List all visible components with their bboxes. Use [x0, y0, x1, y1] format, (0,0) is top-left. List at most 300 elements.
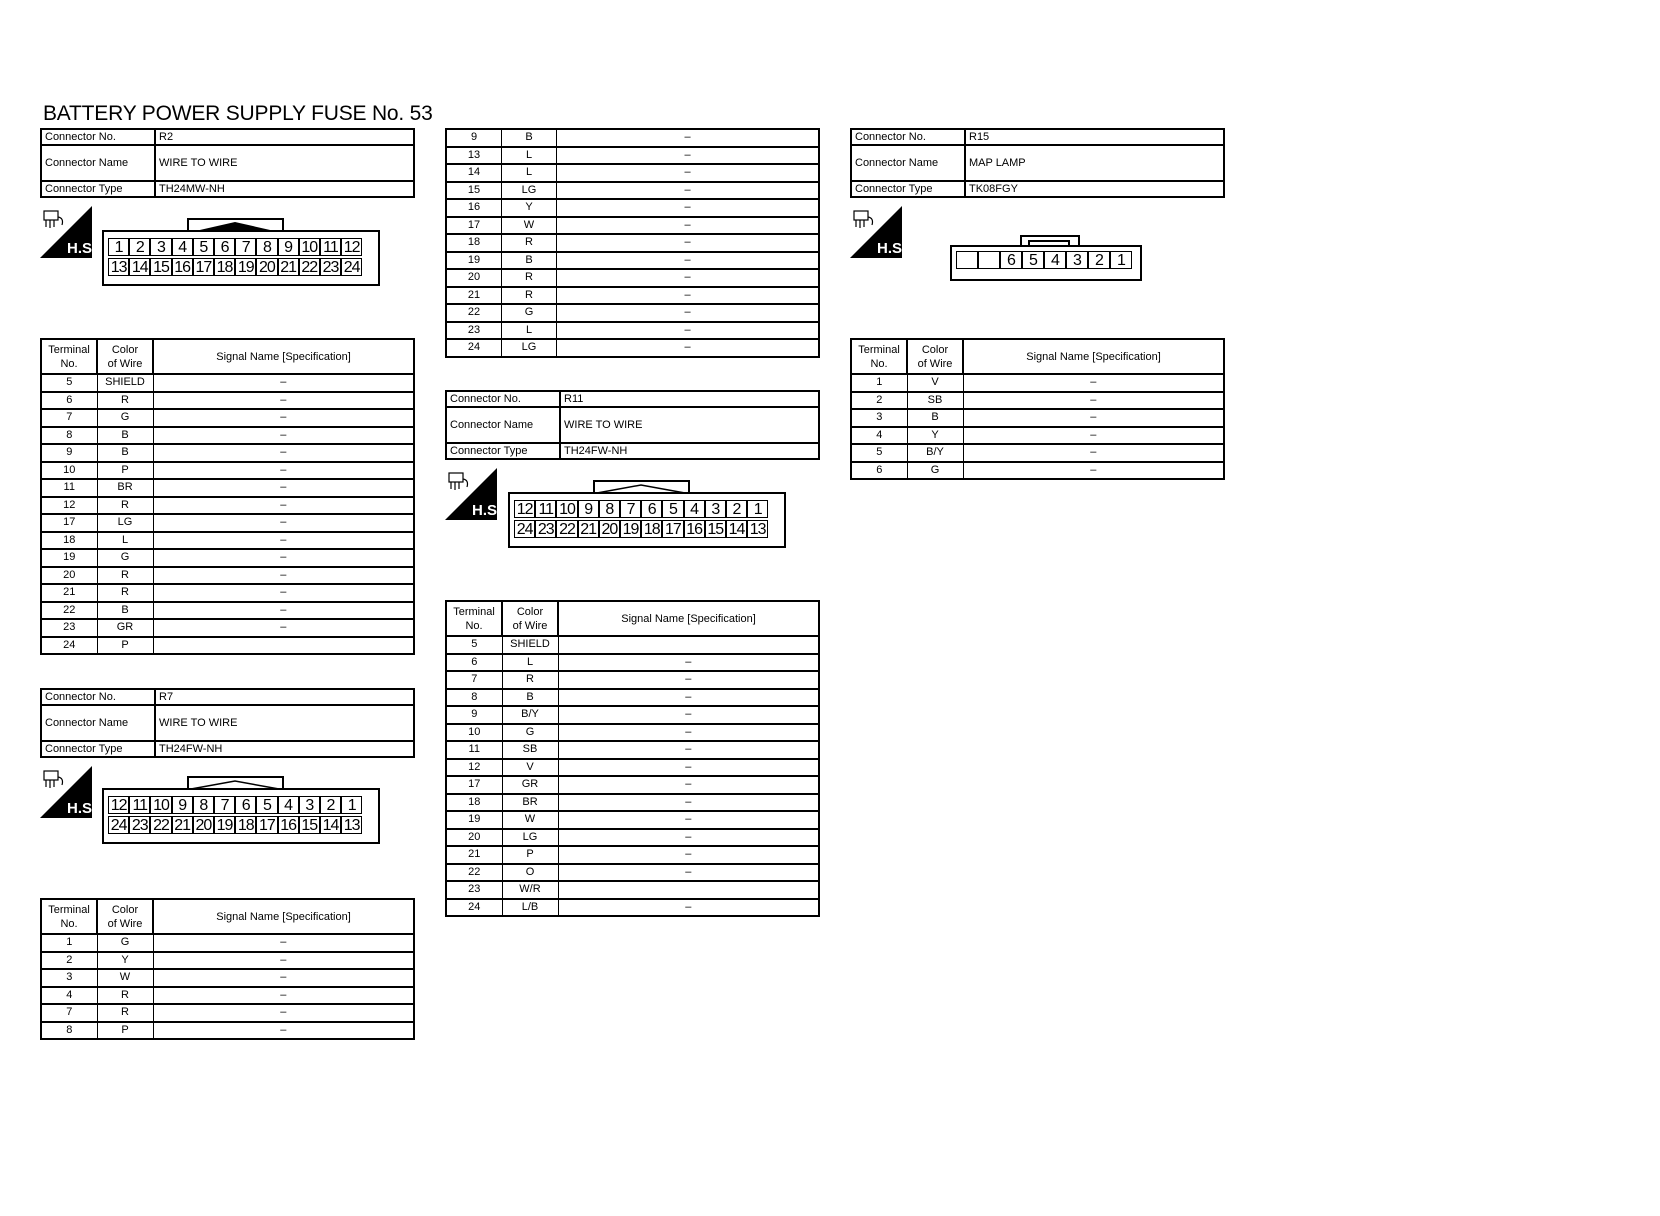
table-row	[446, 147, 819, 165]
terminal-cell: 5	[851, 444, 907, 462]
color-cell: L/B	[502, 899, 558, 917]
signal-cell: –	[153, 987, 414, 1005]
r7-connector-face	[102, 788, 377, 863]
terminal-cell: 16	[446, 199, 502, 217]
color-header: Color of Wire	[502, 601, 558, 636]
pin-label: 12	[341, 238, 362, 256]
terminal-cell: 8	[41, 427, 97, 445]
pin-label: 3	[705, 500, 726, 518]
color-cell: B	[502, 252, 557, 270]
table-row	[41, 462, 414, 480]
signal-cell	[153, 637, 414, 655]
pin-label: 24	[514, 520, 535, 538]
terminal-cell: 22	[446, 864, 502, 882]
terminal-cell: 6	[446, 654, 502, 672]
hs-label: H.S.	[472, 502, 502, 519]
terminal-cell: 12	[446, 759, 502, 777]
terminal-cell: 4	[41, 987, 97, 1005]
pin-label: 23	[535, 520, 556, 538]
pin-label: 5	[256, 796, 277, 814]
pin-label: 20	[599, 520, 620, 538]
signal-cell: –	[153, 1004, 414, 1022]
color-cell: V	[907, 374, 963, 392]
table-row	[446, 881, 819, 899]
color-cell: O	[502, 864, 558, 882]
color-cell: G	[907, 462, 963, 480]
table-row	[41, 1022, 414, 1040]
terminal-cell: 10	[41, 462, 97, 480]
terminal-header: Terminal No.	[851, 339, 907, 374]
pin-label: 12	[514, 500, 535, 518]
terminal-cell: 24	[41, 637, 97, 655]
terminal-header: Terminal No.	[41, 339, 97, 374]
color-header: Color of Wire	[97, 899, 153, 934]
color-cell: P	[97, 462, 153, 480]
pin-label: 15	[299, 816, 320, 834]
table-row	[851, 392, 1224, 410]
color-cell: W	[97, 969, 153, 987]
color-cell: P	[502, 846, 558, 864]
r11-connector-type: TH24FW-NH	[560, 443, 819, 459]
table-row	[446, 654, 819, 672]
table-row	[41, 374, 414, 392]
terminal-cell: 8	[41, 1022, 97, 1040]
signal-cell: –	[558, 811, 819, 829]
signal-cell: –	[557, 322, 820, 340]
terminal-cell: 15	[446, 182, 502, 200]
signal-cell: –	[153, 549, 414, 567]
terminal-cell: 19	[41, 549, 97, 567]
harness-side-icon	[40, 206, 97, 258]
color-header: Color of Wire	[907, 339, 963, 374]
pin-label: 21	[172, 816, 193, 834]
terminal-cell: 7	[41, 1004, 97, 1022]
connector-type-label: Connector Type	[41, 181, 155, 197]
color-cell: R	[502, 269, 557, 287]
r2-info-table	[40, 128, 415, 198]
r11-pin-table	[445, 600, 820, 917]
table-row	[41, 637, 414, 655]
table-row	[446, 724, 819, 742]
pin-label: 7	[214, 796, 235, 814]
signal-header: Signal Name [Specification]	[153, 339, 414, 374]
terminal-cell: 7	[446, 671, 502, 689]
signal-cell: –	[153, 1022, 414, 1040]
color-cell: W	[502, 217, 557, 235]
r15-info-table	[850, 128, 1225, 198]
pin-label: 1	[747, 500, 768, 518]
terminal-cell: 14	[446, 164, 502, 182]
signal-cell: –	[153, 934, 414, 952]
pin-label: 22	[150, 816, 171, 834]
terminal-cell: 6	[41, 392, 97, 410]
terminal-cell: 19	[446, 811, 502, 829]
pin-label: 21	[278, 258, 299, 276]
color-cell: B	[97, 427, 153, 445]
color-cell: R	[97, 584, 153, 602]
table-row	[446, 759, 819, 777]
color-cell: G	[97, 549, 153, 567]
color-cell: R	[97, 497, 153, 515]
terminal-cell: 21	[446, 846, 502, 864]
color-cell: R	[97, 987, 153, 1005]
pin-label: 18	[641, 520, 662, 538]
pin-label: 13	[747, 520, 768, 538]
pin-label: 13	[341, 816, 362, 834]
pin-label: 20	[193, 816, 214, 834]
table-row	[41, 952, 414, 970]
connector-type-label: Connector Type	[446, 443, 560, 459]
pin-label: 4	[684, 500, 705, 518]
pin-label: 22	[556, 520, 577, 538]
pin-label: 15	[150, 258, 171, 276]
pin-label: 1	[341, 796, 362, 814]
signal-cell: –	[557, 199, 820, 217]
color-cell: R	[502, 234, 557, 252]
terminal-header: Terminal No.	[41, 899, 97, 934]
terminal-cell: 9	[446, 706, 502, 724]
pin-label: 9	[172, 796, 193, 814]
color-cell: SHIELD	[97, 374, 153, 392]
pin-label: 5	[1022, 251, 1044, 269]
terminal-cell: 23	[446, 881, 502, 899]
color-cell: BR	[97, 479, 153, 497]
terminal-cell: 17	[41, 514, 97, 532]
table-row	[446, 829, 819, 847]
terminal-cell: 8	[446, 689, 502, 707]
table-row	[446, 217, 819, 235]
terminal-cell: 2	[41, 952, 97, 970]
signal-cell: –	[963, 392, 1224, 410]
pin-label: 3	[299, 796, 320, 814]
signal-cell: –	[153, 619, 414, 637]
connector-name-label: Connector Name	[446, 407, 560, 443]
r15-connector-type: TK08FGY	[965, 181, 1224, 197]
r7-info-table	[40, 688, 415, 758]
pin-label: 10	[150, 796, 171, 814]
signal-cell: –	[557, 234, 820, 252]
signal-header: Signal Name [Specification]	[153, 899, 414, 934]
signal-cell: –	[557, 287, 820, 305]
color-cell: G	[97, 409, 153, 427]
signal-cell: –	[153, 444, 414, 462]
color-cell: SB	[502, 741, 558, 759]
terminal-cell: 21	[446, 287, 502, 305]
table-row	[41, 602, 414, 620]
pin-label: 4	[278, 796, 299, 814]
signal-cell: –	[963, 427, 1224, 445]
pin-label: 24	[108, 816, 129, 834]
terminal-cell: 23	[446, 322, 502, 340]
pin-label: 9	[278, 238, 299, 256]
signal-cell: –	[558, 724, 819, 742]
pin-label	[956, 251, 978, 269]
pin-label: 7	[620, 500, 641, 518]
color-cell: R	[97, 1004, 153, 1022]
table-header	[41, 339, 414, 374]
pin-label: 6	[1000, 251, 1022, 269]
signal-cell: –	[153, 479, 414, 497]
terminal-cell: 6	[851, 462, 907, 480]
pin-label: 23	[129, 816, 150, 834]
r7-connector-name: WIRE TO WIRE	[155, 705, 414, 741]
signal-cell: –	[153, 374, 414, 392]
r15-pin-table	[850, 338, 1225, 480]
pin-label: 2	[320, 796, 341, 814]
terminal-cell: 18	[446, 794, 502, 812]
color-cell: L	[97, 532, 153, 550]
color-cell: G	[502, 724, 558, 742]
harness-side-icon	[445, 468, 502, 520]
terminal-cell: 5	[446, 636, 502, 654]
connector-type-label: Connector Type	[41, 741, 155, 757]
terminal-cell: 3	[851, 409, 907, 427]
color-cell: LG	[97, 514, 153, 532]
terminal-cell: 2	[851, 392, 907, 410]
table-row	[41, 619, 414, 637]
signal-cell: –	[558, 654, 819, 672]
signal-cell: –	[153, 969, 414, 987]
terminal-cell: 3	[41, 969, 97, 987]
table-row	[446, 671, 819, 689]
terminal-cell: 9	[446, 129, 502, 147]
terminal-cell: 10	[446, 724, 502, 742]
table-row	[41, 444, 414, 462]
color-cell: B/Y	[907, 444, 963, 462]
pin-label: 19	[214, 816, 235, 834]
table-row	[446, 899, 819, 917]
color-cell: SHIELD	[502, 636, 558, 654]
signal-cell: –	[558, 794, 819, 812]
signal-cell: –	[558, 776, 819, 794]
pin-label	[978, 251, 1000, 269]
pin-label: 22	[299, 258, 320, 276]
color-cell: B	[502, 129, 557, 147]
page-title: BATTERY POWER SUPPLY FUSE No. 53	[43, 102, 433, 125]
terminal-cell: 17	[446, 776, 502, 794]
r11-connector-name: WIRE TO WIRE	[560, 407, 819, 443]
color-cell: L	[502, 654, 558, 672]
hs-label: H.S.	[67, 240, 97, 257]
pin-label: 1	[1110, 251, 1132, 269]
signal-cell: –	[153, 602, 414, 620]
table-row	[446, 182, 819, 200]
pin-label: 6	[214, 238, 235, 256]
color-cell: G	[502, 304, 557, 322]
signal-cell: –	[558, 759, 819, 777]
signal-cell: –	[558, 829, 819, 847]
table-header	[446, 601, 819, 636]
pin-label: 14	[129, 258, 150, 276]
r15-connector-no: R15	[965, 129, 1224, 145]
pin-label: 19	[235, 258, 256, 276]
pin-label: 11	[129, 796, 150, 814]
pin-label: 13	[108, 258, 129, 276]
signal-cell: –	[557, 164, 820, 182]
color-cell: LG	[502, 339, 557, 357]
table-header	[851, 339, 1224, 374]
pin-label: 9	[578, 500, 599, 518]
terminal-cell: 18	[446, 234, 502, 252]
terminal-cell: 4	[851, 427, 907, 445]
table-row	[41, 497, 414, 515]
terminal-cell: 9	[41, 444, 97, 462]
pin-label: 12	[108, 796, 129, 814]
table-row	[446, 252, 819, 270]
signal-cell: –	[153, 584, 414, 602]
connector-name-label: Connector Name	[851, 145, 965, 181]
signal-cell: –	[557, 147, 820, 165]
pin-label: 10	[299, 238, 320, 256]
signal-cell: –	[558, 846, 819, 864]
terminal-cell: 21	[41, 584, 97, 602]
signal-cell: –	[557, 217, 820, 235]
table-row	[41, 567, 414, 585]
table-row	[851, 409, 1224, 427]
color-cell: B	[907, 409, 963, 427]
table-row	[446, 304, 819, 322]
color-cell: G	[97, 934, 153, 952]
terminal-cell: 11	[41, 479, 97, 497]
signal-cell: –	[963, 374, 1224, 392]
table-row	[446, 164, 819, 182]
table-row	[41, 584, 414, 602]
color-cell: R	[502, 287, 557, 305]
pin-label: 2	[129, 238, 150, 256]
signal-header: Signal Name [Specification]	[963, 339, 1224, 374]
table-row	[446, 636, 819, 654]
pin-label: 8	[256, 238, 277, 256]
pin-label: 21	[578, 520, 599, 538]
r7-pin-table	[40, 898, 415, 1040]
color-cell: P	[97, 1022, 153, 1040]
pin-label: 5	[193, 238, 214, 256]
signal-cell: –	[557, 252, 820, 270]
color-cell: GR	[97, 619, 153, 637]
color-header: Color of Wire	[97, 339, 153, 374]
terminal-cell: 20	[446, 269, 502, 287]
color-cell: R	[502, 671, 558, 689]
table-row	[446, 741, 819, 759]
color-cell: P	[97, 637, 153, 655]
connector-no-label: Connector No.	[41, 689, 155, 705]
color-cell: BR	[502, 794, 558, 812]
terminal-cell: 1	[851, 374, 907, 392]
r7-connector-no: R7	[155, 689, 414, 705]
color-cell: W	[502, 811, 558, 829]
signal-cell: –	[153, 567, 414, 585]
color-cell: SB	[907, 392, 963, 410]
r2-connector-type: TH24MW-NH	[155, 181, 414, 197]
color-cell: R	[97, 392, 153, 410]
r15-connector-face	[950, 245, 1150, 297]
table-row	[41, 392, 414, 410]
pin-label: 24	[341, 258, 362, 276]
table-row	[446, 234, 819, 252]
terminal-cell: 22	[446, 304, 502, 322]
terminal-cell: 11	[446, 741, 502, 759]
color-cell: B	[97, 602, 153, 620]
table-row	[446, 811, 819, 829]
terminal-cell: 1	[41, 934, 97, 952]
pin-label: 18	[214, 258, 235, 276]
pin-label: 23	[320, 258, 341, 276]
pin-label: 11	[535, 500, 556, 518]
table-row	[446, 864, 819, 882]
signal-cell: –	[557, 339, 820, 357]
signal-cell	[558, 881, 819, 899]
terminal-cell: 5	[41, 374, 97, 392]
signal-cell: –	[558, 741, 819, 759]
terminal-cell: 23	[41, 619, 97, 637]
terminal-cell: 22	[41, 602, 97, 620]
r2-connector-no: R2	[155, 129, 414, 145]
connector-name-label: Connector Name	[41, 145, 155, 181]
harness-side-icon	[40, 766, 97, 818]
pin-label: 20	[256, 258, 277, 276]
signal-cell: –	[153, 952, 414, 970]
pin-label: 15	[705, 520, 726, 538]
signal-cell: –	[557, 129, 820, 147]
r7-connector-type: TH24FW-NH	[155, 741, 414, 757]
table-row	[446, 322, 819, 340]
terminal-cell: 18	[41, 532, 97, 550]
r11-connector-no: R11	[560, 391, 819, 407]
table-row	[41, 479, 414, 497]
color-cell: Y	[907, 427, 963, 445]
pin-label: 10	[556, 500, 577, 518]
signal-cell: –	[153, 532, 414, 550]
pin-label: 18	[235, 816, 256, 834]
pin-label: 6	[235, 796, 256, 814]
signal-cell: –	[557, 304, 820, 322]
pin-label: 14	[726, 520, 747, 538]
color-cell: B/Y	[502, 706, 558, 724]
terminal-cell: 20	[41, 567, 97, 585]
table-row	[446, 776, 819, 794]
color-cell: Y	[502, 199, 557, 217]
table-row	[851, 462, 1224, 480]
pin-label: 5	[662, 500, 683, 518]
table-row	[446, 199, 819, 217]
terminal-cell: 17	[446, 217, 502, 235]
signal-cell: –	[153, 462, 414, 480]
pin-label: 3	[150, 238, 171, 256]
signal-cell: –	[963, 462, 1224, 480]
pin-label: 16	[278, 816, 299, 834]
terminal-cell: 20	[446, 829, 502, 847]
table-header	[41, 899, 414, 934]
connector-name-label: Connector Name	[41, 705, 155, 741]
table-row	[41, 934, 414, 952]
signal-cell: –	[153, 392, 414, 410]
r11-info-table	[445, 390, 820, 460]
hs-label: H.S.	[67, 800, 97, 817]
table-row	[446, 846, 819, 864]
signal-cell: –	[558, 899, 819, 917]
signal-cell: –	[558, 864, 819, 882]
table-row	[41, 1004, 414, 1022]
pin-label: 1	[108, 238, 129, 256]
harness-side-icon	[850, 206, 907, 258]
signal-header: Signal Name [Specification]	[558, 601, 819, 636]
table-row	[851, 427, 1224, 445]
terminal-cell: 7	[41, 409, 97, 427]
pin-label: 6	[641, 500, 662, 518]
signal-cell: –	[153, 497, 414, 515]
table-row	[851, 444, 1224, 462]
terminal-cell: 19	[446, 252, 502, 270]
